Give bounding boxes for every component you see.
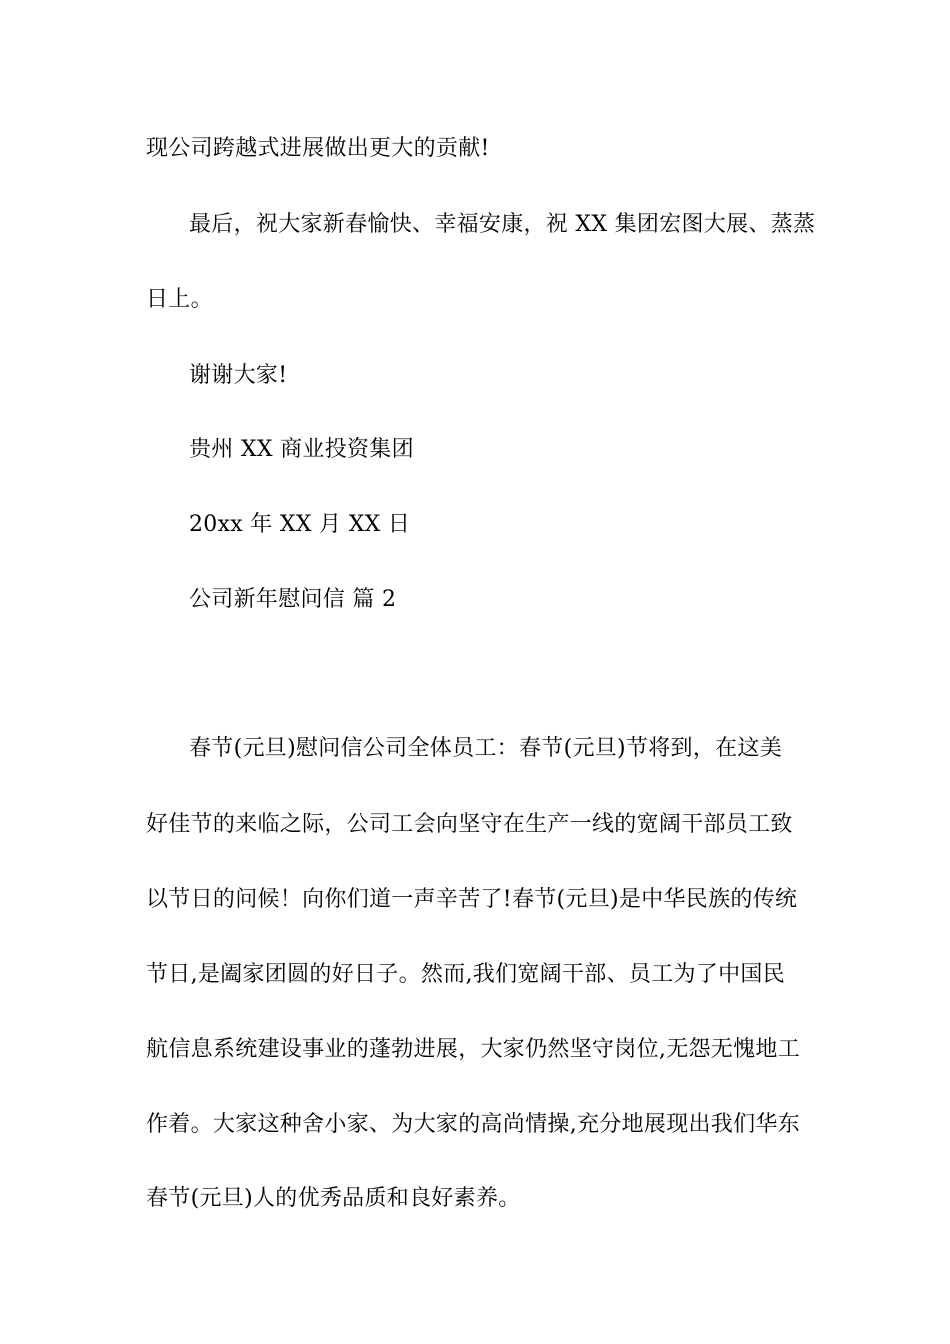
paragraph-line: 春节(元旦)慰问信公司全体员工：春节(元旦)节将到，在这美 xyxy=(189,736,783,761)
paragraph-line: 节日,是阖家团圆的好日子。然而,我们宽阔干部、员工为了中国民 xyxy=(146,962,785,987)
section-heading: 公司新年慰问信 篇 2 xyxy=(189,587,397,612)
paragraph-line: 春节(元旦)人的优秀品质和良好素养。 xyxy=(146,1186,521,1211)
paragraph-line: 航信息系统建设事业的蓬勃进展，大家仍然坚守岗位,无怨无愧地工 xyxy=(146,1037,800,1062)
paragraph-line: 现公司跨越式进展做出更大的贡献! xyxy=(146,136,490,161)
signature-organization: 贵州 XX 商业投资集团 xyxy=(189,437,414,462)
signature-date: 20xx 年 XX 月 XX 日 xyxy=(189,512,411,537)
closing-thanks: 谢谢大家! xyxy=(189,363,288,388)
paragraph-line: 最后，祝大家新春愉快、幸福安康，祝 XX 集团宏图大展、蒸蒸 xyxy=(189,212,816,237)
paragraph-line: 日上。 xyxy=(146,287,213,312)
paragraph-line: 作着。大家这种舍小家、为大家的高尚情操,充分地展现出我们华东 xyxy=(146,1112,800,1137)
paragraph-line: 好佳节的来临之际，公司工会向坚守在生产一线的宽阔干部员工致 xyxy=(146,812,793,837)
paragraph-line: 以节日的问候！向你们道一声辛苦了!春节(元旦)是中华民族的传统 xyxy=(146,887,798,912)
